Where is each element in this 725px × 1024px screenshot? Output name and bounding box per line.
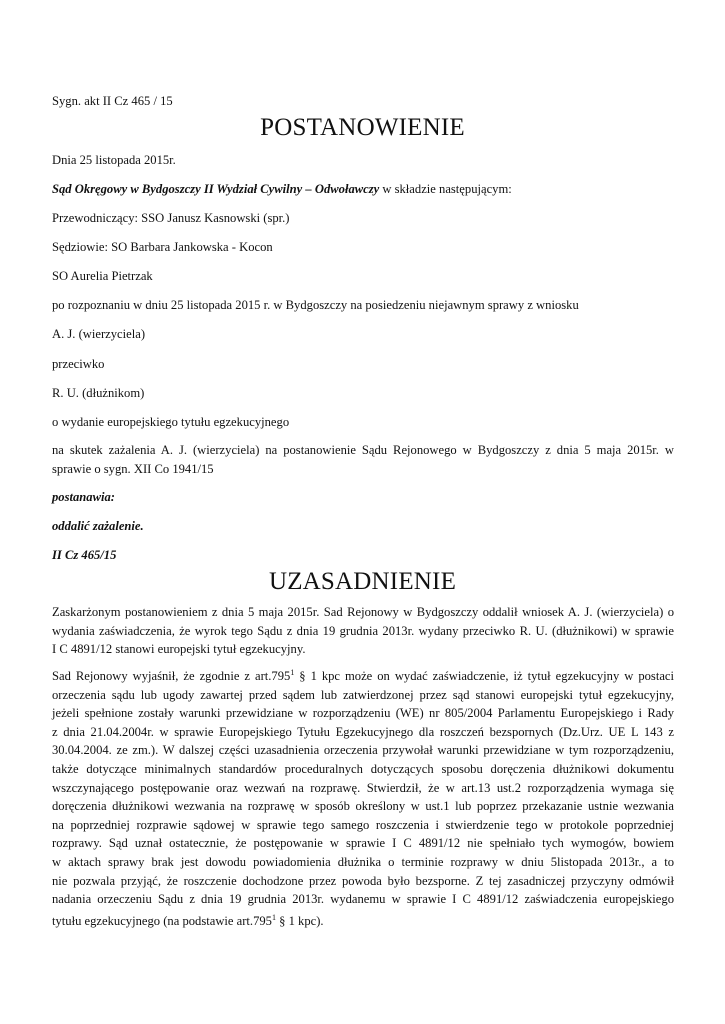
appeal-info bbox=[52, 441, 674, 478]
paragraph-line: doręczenia dłużnikowi wezwania na rozprawę w sposób określony w ust.1 lub poprzez przekazanie ustnie wezwania bbox=[52, 799, 674, 814]
case-reference: II Cz 465/15 bbox=[52, 548, 117, 562]
paragraph-line bbox=[52, 912, 674, 931]
paragraph-line: 30.04.2004. ze zm.). W dalszej części uzasadnienia orzeczenia przywołał warunki przewidziane w tym rozporządzeniu, bbox=[52, 743, 674, 758]
court-name: Sąd Okręgowy w Bydgoszczy II Wydział Cywilny – Odwoławczy bbox=[52, 182, 380, 196]
paragraph-line: z dnia 21.04.2004r. w sprawie Europejskiego Tytułu Egzekucyjnego dla roszczeń bezspornych (Dz.Urz. UE L 143 z bbox=[52, 724, 674, 739]
creditor: A. J. (wierzyciela) bbox=[52, 327, 146, 341]
paragraph-line: jeżeli spełnione zostały warunki przewidziane w rozporządzeniu (WE) nr 805/2004 Parlamentu Europejskiego i Rady bbox=[52, 706, 674, 721]
line-text: tytułu egzekucyjnego (na podstawie art.795 bbox=[52, 913, 272, 928]
presiding-judge: Przewodniczący: SSO Janusz Kasnowski (spr.) bbox=[52, 211, 290, 225]
paragraph-line: na poprzedniej rozprawie sądowej w sprawie tego samego roszczenia i stwierdzenie tego w protokole poprzedniej bbox=[52, 817, 674, 832]
subject: o wydanie europejskiego tytułu egzekucyjnego bbox=[52, 415, 290, 429]
against: przeciwko bbox=[52, 357, 105, 371]
line-text: § 1 kpc może on wydać zaświadczenie, iż tytuł egzekucyjny w postaci bbox=[294, 669, 674, 683]
justification-paragraph-2 bbox=[52, 667, 674, 930]
paragraph-line: wydania zaświadczenia, że wyrok tego Sądu z dnia 19 grudnia 2013r. wydany przeciwko R. U. (dłużnikowi) w sprawie bbox=[52, 623, 674, 638]
ruling: oddalić zażalenie. bbox=[52, 519, 144, 533]
paragraph-line: rozprawy. Sąd uznał ostatecznie, że postępowanie w sprawie I C 4891/12 nie spełniało tych wymogów, bowiem bbox=[52, 836, 674, 851]
paragraph-line: Zaskarżonym postanowieniem z dnia 5 maja 2015r. Sad Rejonowy w Bydgoszczy oddalił wniosek A. J. (wierzyciela) o bbox=[52, 605, 674, 619]
paragraph-line bbox=[52, 667, 674, 686]
justification-title: UZASADNIENIE bbox=[268, 568, 457, 595]
hearing-info: po rozpoznaniu w dniu 25 listopada 2015 r. w Bydgoszczy na posiedzeniu niejawnym sprawy z wniosku bbox=[52, 298, 579, 312]
case-signature: Sygn. akt II Cz 465 / 15 bbox=[52, 94, 173, 108]
paragraph-line: nadania orzeczeniu Sądu z dnia 19 grudnia 2013r. wydanemu w sprawie I C 4891/12 zaświadczenia europejskiego bbox=[52, 892, 674, 907]
decides-label: postanawia: bbox=[52, 490, 115, 504]
court-suffix: w składzie następującym: bbox=[379, 182, 512, 196]
court-composition bbox=[52, 180, 512, 198]
paragraph-line: I C 4891/12 stanowi europejski tytuł egzekucyjny. bbox=[52, 642, 306, 657]
appeal-line: sprawie o sygn. XII Co 1941/15 bbox=[52, 461, 214, 476]
paragraph-line: w aktach sprawy brak jest dowodu powiadomienia dłużnika o terminie rozprawy w dniu 5listopada 2013r., a to bbox=[52, 854, 674, 869]
paragraph-line: nie pozwala przyjąć, że roszczenie dochodzone przez powoda było bezsporne. Z tej zasadniczej przyczyny odmówił bbox=[52, 873, 674, 888]
judges: Sędziowie: SO Barbara Jankowska - Kocon bbox=[52, 240, 273, 254]
appeal-line: na skutek zażalenia A. J. (wierzyciela) na postanowienie Sądu Rejonowego w Bydgoszczy z dnia 5 maja 2015r. w bbox=[52, 443, 674, 457]
paragraph-line: także dotyczące minimalnych standardów proceduralnych dotyczących sposobu doręczenia dłużnikowi dokumentu bbox=[52, 761, 674, 776]
justification-paragraph-1 bbox=[52, 603, 674, 659]
debtor: R. U. (dłużnikom) bbox=[52, 386, 145, 400]
paragraph-line: orzeczenia sądu lub ugody zawartej przed sądem lub zatwierdzonej przez sąd stanowi europejski tytuł egzekucyjny, bbox=[52, 687, 674, 702]
line-text: Sad Rejonowy wyjaśnił, że zgodnie z art.795 bbox=[52, 669, 291, 683]
second-judge: SO Aurelia Pietrzak bbox=[52, 269, 153, 283]
paragraph-line: wszczynającego postępowanie oraz wezwań na rozprawę. Stwierdził, że w art.13 ust.2 rozporządzenia wymaga się bbox=[52, 780, 674, 795]
document-date: Dnia 25 listopada 2015r. bbox=[52, 153, 176, 167]
document-title: POSTANOWIENIE bbox=[260, 114, 465, 141]
superscript: 1 bbox=[290, 667, 295, 677]
superscript: 1 bbox=[271, 912, 276, 922]
line-text: § 1 kpc). bbox=[275, 913, 324, 928]
